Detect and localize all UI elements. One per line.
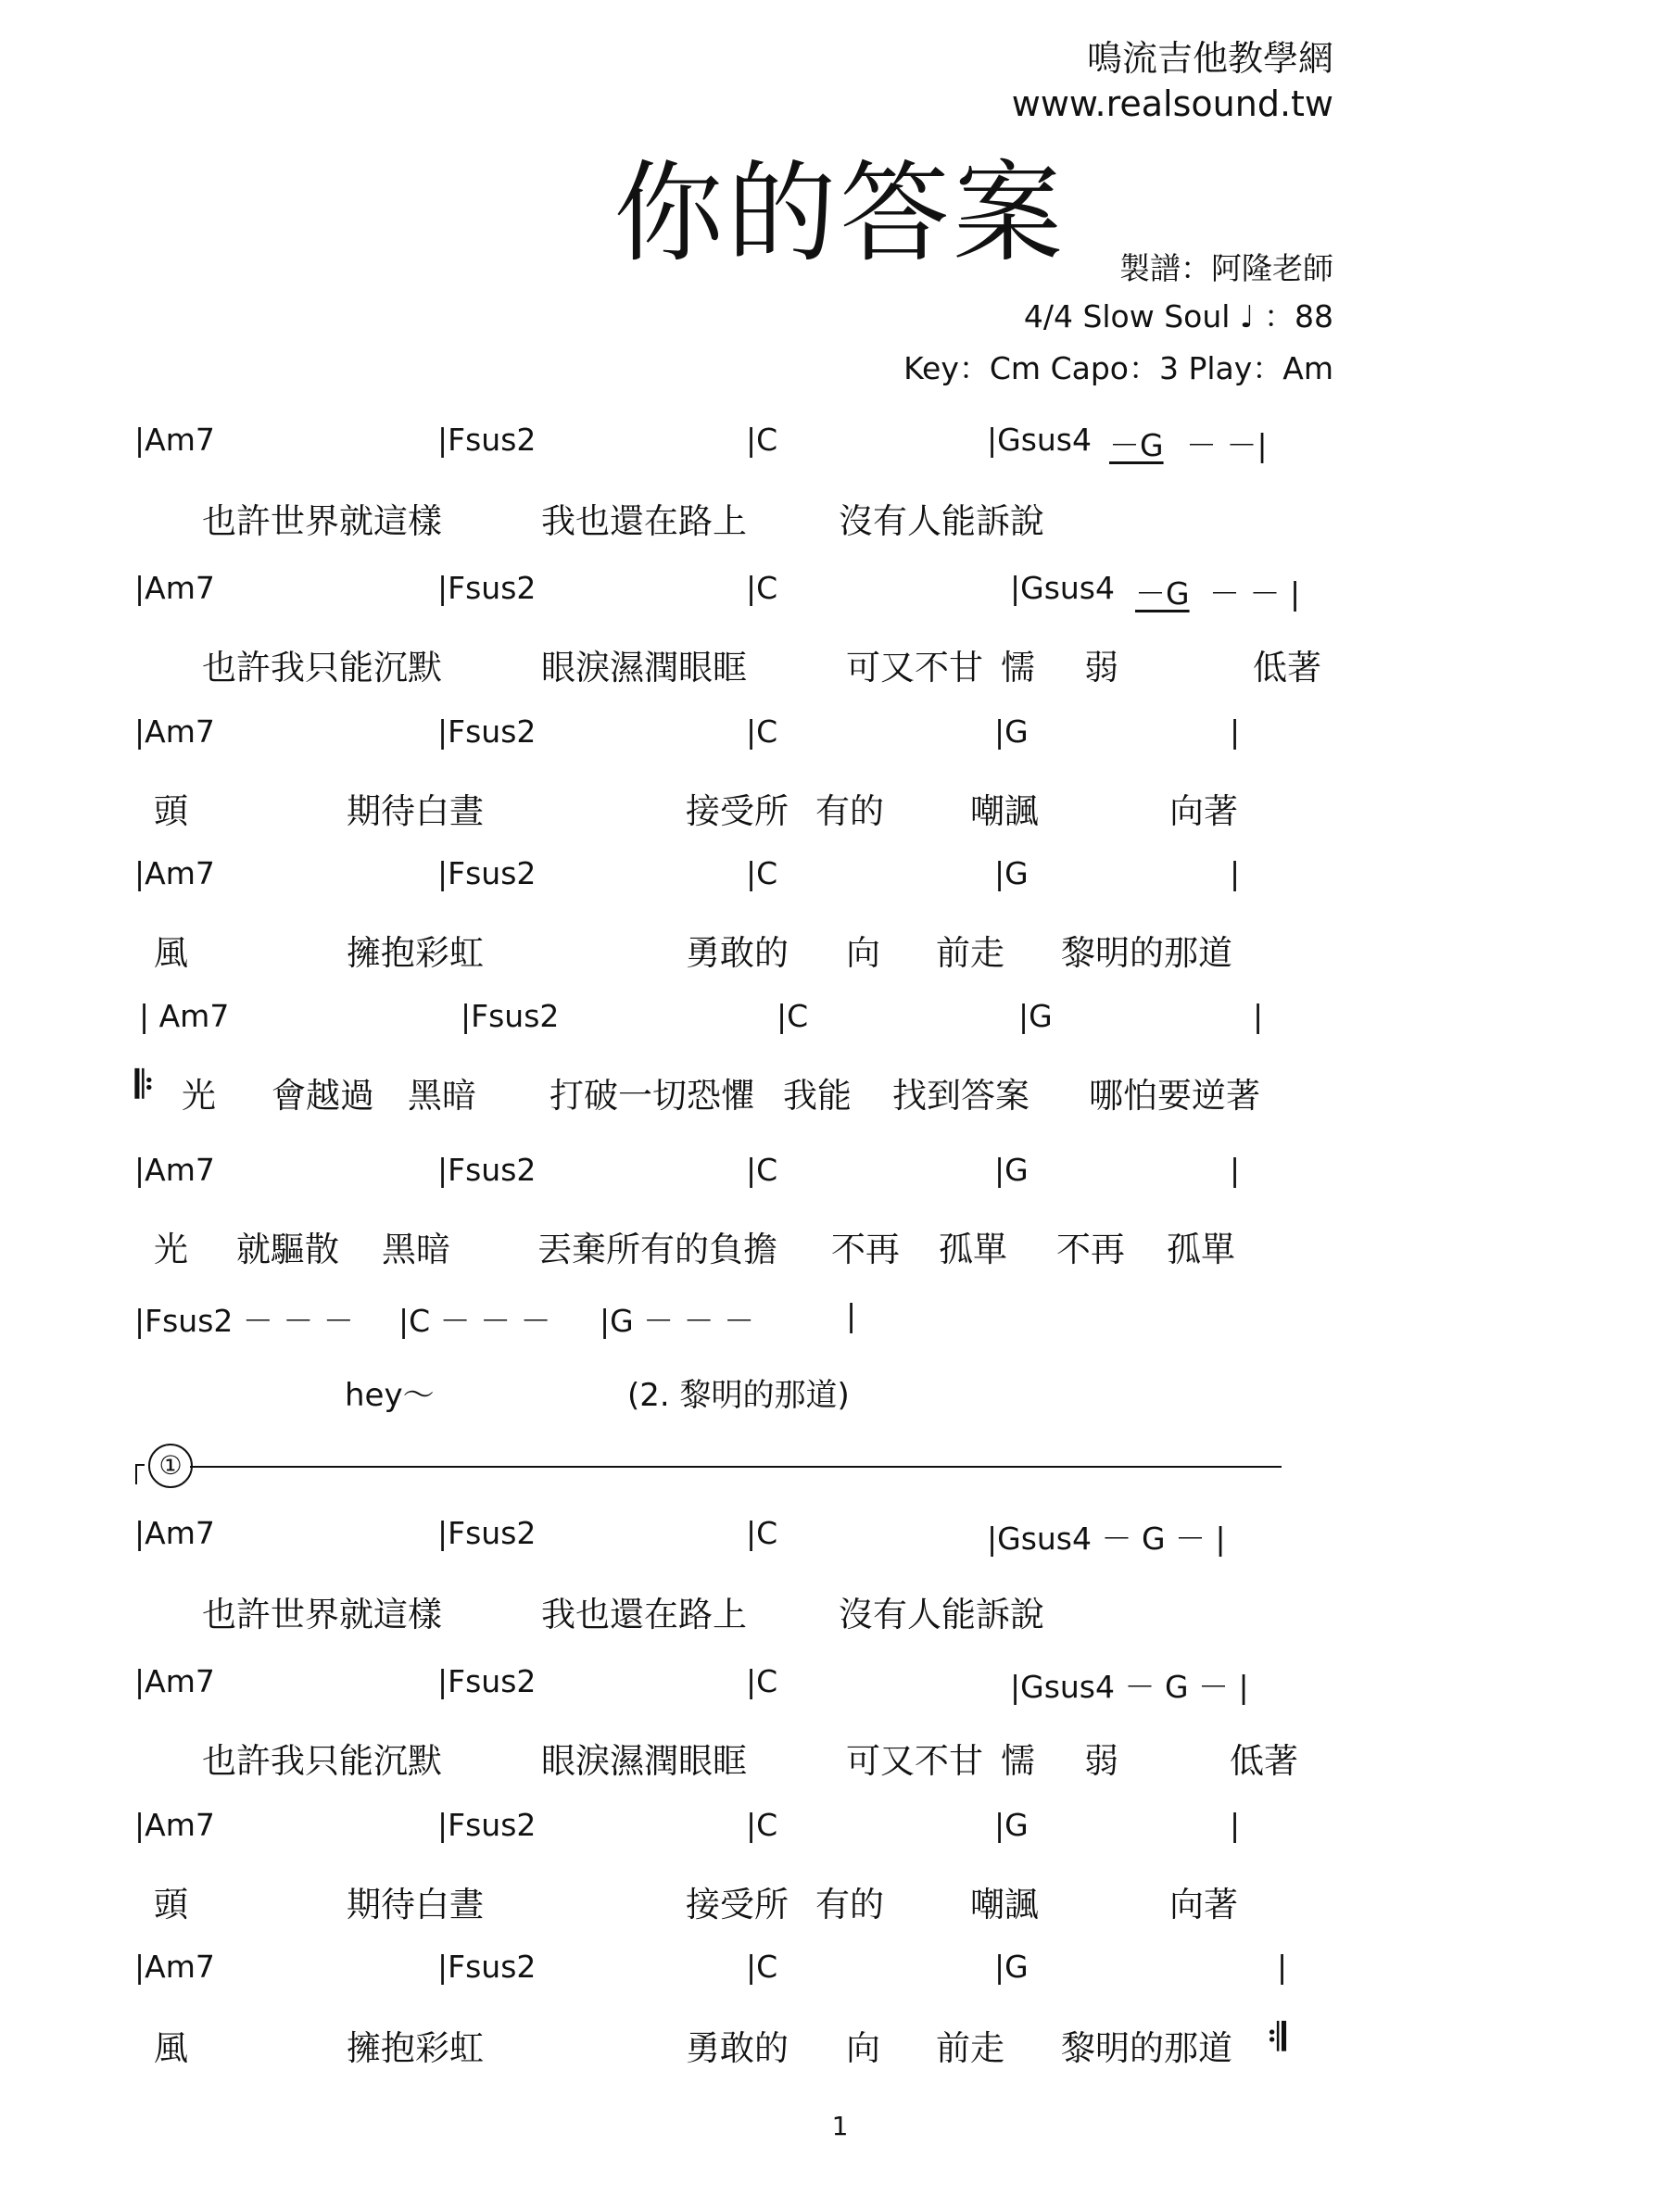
lyric: 向 [846, 933, 880, 973]
chord: |Am7 [134, 570, 215, 606]
chord-row [0, 1515, 1680, 1580]
chord: |G [994, 1152, 1029, 1188]
lyric: 哪怕要逆著 [1089, 1076, 1260, 1116]
chord: |Fsus2 [437, 713, 537, 750]
lyric-row [0, 493, 1680, 558]
chord: |Am7 [134, 422, 215, 458]
lyric: 嘲諷 [970, 791, 1039, 831]
chord: |G [994, 855, 1029, 891]
lyric: 也許我只能沉默 [202, 1741, 442, 1781]
volta-marker: ① [148, 1444, 193, 1488]
chord: － － | [1209, 575, 1301, 612]
lyric: 光 [182, 1076, 216, 1116]
lyric: 嘲諷 [970, 1885, 1039, 1925]
lyric: 我也還在路上 [541, 1595, 747, 1634]
lyric: 沒有人能訴說 [839, 1595, 1044, 1634]
lyric: 丟棄所有的負擔 [537, 1230, 777, 1269]
lyric: 光 [154, 1230, 188, 1269]
chord: |G － － － [600, 1303, 755, 1339]
lyric: 我能 [783, 1076, 852, 1116]
lyric: 接受所 [686, 791, 789, 831]
chord: －G [1135, 575, 1190, 612]
chord: |G [994, 1807, 1029, 1843]
chord: |Fsus2 [437, 1152, 537, 1188]
lyric: 打破一切恐懼 [549, 1076, 755, 1116]
lyric-row [0, 925, 1680, 990]
site-name: 鳴流吉他教學網 [1086, 38, 1333, 79]
lyric: 前走 [936, 933, 1004, 973]
chord: |Gsus4 － G － | [1010, 1669, 1249, 1705]
chord: |C [746, 713, 778, 750]
lyric: 勇敢的 [686, 933, 789, 973]
lyric: 擁抱彩虹 [347, 933, 484, 973]
lyric: 黎明的那道 [1061, 2028, 1232, 2068]
chord-row [0, 855, 1680, 920]
barline: | [1253, 998, 1264, 1034]
chord: |Fsus2 [437, 855, 537, 891]
barline: | [846, 1297, 857, 1333]
chord: －G [1109, 427, 1164, 463]
barline: | [1230, 713, 1241, 750]
lyric: 有的 [815, 1885, 884, 1925]
key-info: Key：Cm Capo：3 Play：Am [903, 350, 1333, 386]
site-url: www.realsound.tw [1011, 83, 1333, 124]
lyric-row [0, 1876, 1680, 1941]
lyric: 頭 [154, 791, 188, 831]
lyric: 向著 [1169, 791, 1238, 831]
chord-row [0, 1949, 1680, 2013]
chord: |Fsus2 － － － [134, 1303, 354, 1339]
arranger-credit: 製譜：阿隆老師 [1119, 250, 1333, 286]
chord: |C － － － [398, 1303, 551, 1339]
chord: |C [746, 1663, 778, 1699]
lyric-row [0, 2016, 1680, 2085]
lyric-row [0, 1586, 1680, 1651]
chord-row [0, 1663, 1680, 1728]
lyric: 就驅散 [236, 1230, 339, 1269]
chord: |Fsus2 [437, 1663, 537, 1699]
chord-row [0, 998, 1680, 1063]
chord: |Fsus2 [461, 998, 560, 1034]
chord: |G [994, 1949, 1029, 1985]
lyric: 不再 [831, 1230, 900, 1269]
lyric: 可又不甘 [846, 648, 983, 688]
repeat-end-sign: 𝄇 [1268, 2016, 1286, 2059]
barline: | [1230, 1152, 1241, 1188]
chord-row [0, 1297, 1680, 1362]
chord: |Fsus2 [437, 570, 537, 606]
chord: |Am7 [134, 1949, 215, 1985]
chord: |G [994, 713, 1029, 750]
chord: |Am7 [134, 855, 215, 891]
page-number: 1 [831, 2111, 849, 2141]
lyric-row [0, 783, 1680, 848]
chord: |G [1018, 998, 1053, 1034]
lyric-row [0, 1064, 1680, 1132]
chord: |Gsus4 [987, 422, 1092, 458]
lyric: 眼淚濕潤眼眶 [541, 648, 747, 688]
lyric: 風 [154, 2028, 188, 2068]
chord-row [0, 570, 1680, 635]
repeat-start-sign: 𝄆 [135, 1064, 154, 1106]
lyric: 懦 [1001, 648, 1035, 688]
lyric: 孤單 [1167, 1230, 1235, 1269]
lyric: 黎明的那道 [1061, 933, 1232, 973]
lyric: 懦 [1001, 1741, 1035, 1781]
chord: |C [746, 1807, 778, 1843]
lyric: 也許我只能沉默 [202, 648, 442, 688]
tempo-info: 4/4 Slow Soul ♩ ：88 [1023, 298, 1333, 334]
lyric: 期待白晝 [347, 791, 484, 831]
lyric: 向著 [1169, 1885, 1238, 1925]
lyric: 有的 [815, 791, 884, 831]
lyric: 擁抱彩虹 [347, 2028, 484, 2068]
chord: |Am7 [134, 1152, 215, 1188]
lyric: 眼淚濕潤眼眶 [541, 1741, 747, 1781]
lyric: hey～ [345, 1377, 435, 1414]
lyric-row [0, 639, 1680, 704]
lyric: 弱 [1084, 648, 1118, 688]
volta-bracket-tick [135, 1464, 145, 1484]
lyric: 弱 [1084, 1741, 1118, 1781]
chord: |Am7 [134, 1663, 215, 1699]
lyric: 低著 [1230, 1741, 1298, 1781]
lyric: 向 [846, 2028, 880, 2068]
lyric: 風 [154, 933, 188, 973]
volta-bracket-line [190, 1466, 1282, 1468]
barline: | [1277, 1949, 1288, 1985]
lyric: 找到答案 [892, 1076, 1029, 1116]
chord: |Am7 [134, 1515, 215, 1551]
chord: |Fsus2 [437, 1949, 537, 1985]
chord-row [0, 1152, 1680, 1217]
lyric: 會越過 [272, 1076, 374, 1116]
chord-row [0, 422, 1680, 486]
ending-note: (2. 黎明的那道) [627, 1377, 850, 1414]
chord: |C [746, 1949, 778, 1985]
chord: | Am7 [139, 998, 230, 1034]
lyric: 頭 [154, 1885, 188, 1925]
lyric: 前走 [936, 2028, 1004, 2068]
lyric: 孤單 [939, 1230, 1007, 1269]
lyric: 勇敢的 [686, 2028, 789, 2068]
lyric-row [0, 1221, 1680, 1286]
barline: | [1230, 855, 1241, 891]
lyric: 也許世界就這樣 [202, 1595, 442, 1634]
lyric: 不再 [1056, 1230, 1125, 1269]
lyric: 我也還在路上 [541, 501, 747, 541]
lyric: 期待白晝 [347, 1885, 484, 1925]
chord-row [0, 1807, 1680, 1872]
lyric: 可又不甘 [846, 1741, 983, 1781]
chord: － －| [1186, 427, 1268, 463]
chord: |C [746, 1515, 778, 1551]
song-title: 你的答案 [613, 149, 1067, 277]
chord: |Fsus2 [437, 422, 537, 458]
lyric: 接受所 [686, 1885, 789, 1925]
chord: |Gsus4 [1010, 570, 1115, 606]
lyric: 沒有人能訴說 [839, 501, 1044, 541]
lyric-row [0, 1733, 1680, 1798]
lyric: 也許世界就這樣 [202, 501, 442, 541]
chord-row [0, 713, 1680, 778]
chord: |Am7 [134, 713, 215, 750]
chord: |C [777, 998, 809, 1034]
lyric: 黑暗 [408, 1076, 476, 1116]
chord: |C [746, 1152, 778, 1188]
chord: |Fsus2 [437, 1515, 537, 1551]
barline: | [1230, 1807, 1241, 1843]
chord: |C [746, 855, 778, 891]
lyric: 黑暗 [382, 1230, 450, 1269]
chord: |C [746, 570, 778, 606]
lyric: 低著 [1253, 648, 1321, 688]
chord: |Gsus4 － G － | [987, 1521, 1226, 1557]
chord: |Fsus2 [437, 1807, 537, 1843]
chord: |Am7 [134, 1807, 215, 1843]
lyric-row [0, 1369, 1680, 1434]
chord: |C [746, 422, 778, 458]
